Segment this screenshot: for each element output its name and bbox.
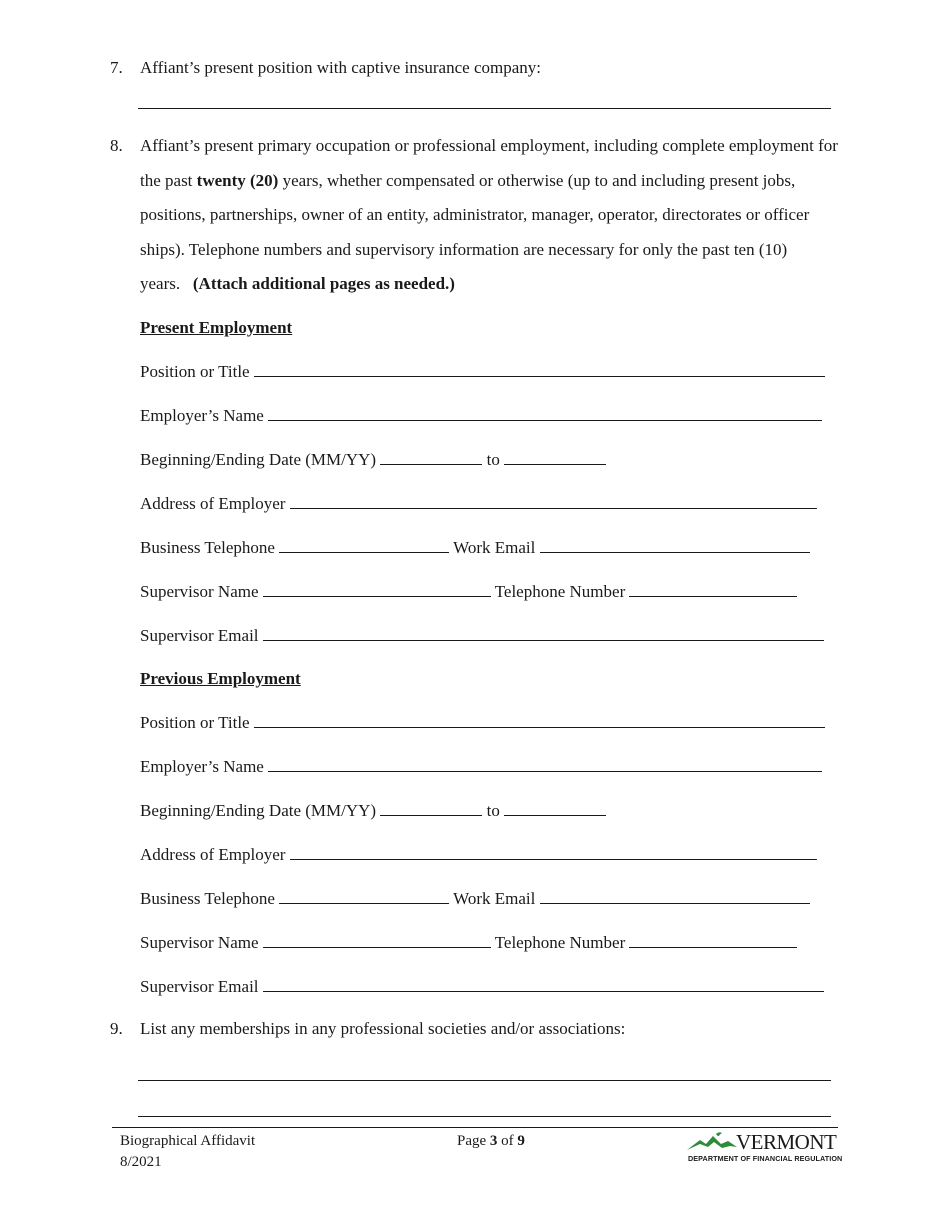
present-to-label: to <box>486 450 500 469</box>
footer-page-number <box>457 1133 525 1150</box>
present-phone-row <box>140 537 810 558</box>
footer-doc-title: Biographical Affidavit <box>120 1133 256 1149</box>
present-supervisor-row <box>140 581 797 602</box>
present-address-field[interactable] <box>290 493 817 509</box>
previous-start-date-field[interactable] <box>380 800 482 816</box>
present-supervisor-email-field[interactable] <box>263 625 824 641</box>
footer-doc-date: 8/2021 <box>120 1154 162 1170</box>
present-supervisor-name-field[interactable] <box>263 581 491 597</box>
q8-attach-note: (Attach additional pages as needed.) <box>192 274 455 293</box>
previous-position-field[interactable] <box>254 712 825 728</box>
previous-telephone-number-label: Telephone Number <box>494 933 626 952</box>
previous-address-label: Address of Employer <box>140 845 286 864</box>
present-dates-row <box>140 449 606 470</box>
previous-dates-row <box>140 800 606 821</box>
present-supervisor-name-label: Supervisor Name <box>140 582 259 601</box>
previous-telephone-number-field[interactable] <box>629 932 797 948</box>
present-employer-row <box>140 405 822 426</box>
previous-employer-field[interactable] <box>268 756 822 772</box>
previous-address-row <box>140 844 817 865</box>
q8-text-part2: years, whether compensated or otherwise (up to and including present jobs, positions, partnerships, owner of an entity, administrator, manager, operator, directorates or officer ships). Telephone numbers and supervisory information are necessary for only the past ten (10) years. <box>140 170 810 293</box>
previous-position-row <box>140 712 825 733</box>
previous-address-field[interactable] <box>290 844 817 860</box>
previous-supervisor-row <box>140 932 797 953</box>
present-position-row <box>140 361 825 382</box>
present-address-row <box>140 493 817 514</box>
present-business-tel-field[interactable] <box>279 537 449 553</box>
q7-answer-line[interactable] <box>138 108 831 109</box>
mountain-logo-icon <box>686 1130 738 1152</box>
previous-employment-heading: Previous Employment <box>140 669 301 688</box>
present-address-label: Address of Employer <box>140 494 286 513</box>
present-employment-heading: Present Employment <box>140 318 293 337</box>
present-dates-label: Beginning/Ending Date (MM/YY) <box>140 450 377 469</box>
q9-answer-line-2[interactable] <box>138 1116 831 1117</box>
previous-work-email-field[interactable] <box>540 888 810 904</box>
present-employer-field[interactable] <box>268 405 822 421</box>
page-of: of <box>497 1133 518 1149</box>
q9-text: List any memberships in any professional societies and/or associations: <box>140 1019 626 1038</box>
present-work-email-label: Work Email <box>453 538 536 557</box>
page-prefix: Page <box>457 1133 490 1149</box>
previous-supervisor-email-label: Supervisor Email <box>140 977 259 996</box>
present-start-date-field[interactable] <box>380 449 482 465</box>
present-position-field[interactable] <box>254 361 825 377</box>
previous-supervisor-name-field[interactable] <box>263 932 491 948</box>
q9-number: 9. <box>110 1019 123 1038</box>
logo-word: VERMONT <box>736 1130 837 1154</box>
q8-paragraph <box>140 129 840 302</box>
previous-dates-label: Beginning/Ending Date (MM/YY) <box>140 801 377 820</box>
q8-text-bold: twenty (20) <box>196 170 279 190</box>
vermont-dfr-logo <box>686 1130 843 1166</box>
present-end-date-field[interactable] <box>504 449 606 465</box>
previous-business-tel-label: Business Telephone <box>140 889 275 908</box>
previous-position-label: Position or Title <box>140 713 250 732</box>
q7-text: Affiant’s present position with captive insurance company: <box>140 58 541 77</box>
q9-answer-line-1[interactable] <box>138 1080 831 1081</box>
previous-to-label: to <box>486 801 500 820</box>
previous-end-date-field[interactable] <box>504 800 606 816</box>
previous-supervisor-email-field[interactable] <box>263 976 824 992</box>
present-business-tel-label: Business Telephone <box>140 538 275 557</box>
present-employer-label: Employer’s Name <box>140 406 264 425</box>
q8-text-part1: Affiant’s present primary occupation or professional employment, including complete employment for the past <box>140 136 838 190</box>
present-supervisor-email-label: Supervisor Email <box>140 626 259 645</box>
footer-divider <box>112 1127 838 1128</box>
previous-phone-row <box>140 888 810 909</box>
page-total: 9 <box>517 1133 525 1149</box>
logo-subtitle: DEPARTMENT OF FINANCIAL REGULATION <box>688 1154 843 1163</box>
previous-supervisor-name-label: Supervisor Name <box>140 933 259 952</box>
previous-business-tel-field[interactable] <box>279 888 449 904</box>
previous-employer-row <box>140 756 822 777</box>
page-current: 3 <box>489 1133 498 1149</box>
q7-number: 7. <box>110 58 123 77</box>
previous-employer-label: Employer’s Name <box>140 757 264 776</box>
present-telephone-number-label: Telephone Number <box>494 582 626 601</box>
present-telephone-number-field[interactable] <box>629 581 797 597</box>
present-work-email-field[interactable] <box>540 537 810 553</box>
present-supervisor-email-row <box>140 625 824 646</box>
previous-supervisor-email-row <box>140 976 824 997</box>
previous-work-email-label: Work Email <box>453 889 536 908</box>
present-position-label: Position or Title <box>140 362 250 381</box>
q8-number: 8. <box>110 136 123 155</box>
